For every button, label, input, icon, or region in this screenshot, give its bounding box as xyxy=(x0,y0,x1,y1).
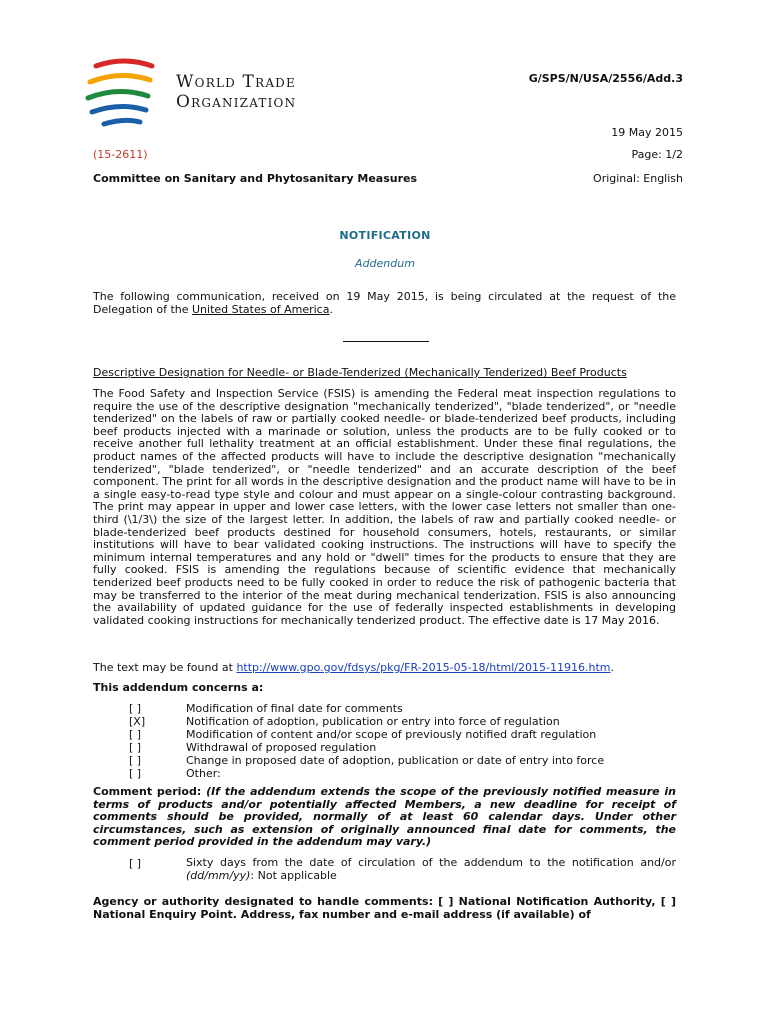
comment-period-label: Comment period: xyxy=(93,785,207,798)
country-name: United States of America xyxy=(192,302,330,316)
checklist-label-2: Notification of adoption, publication or entry into force of regulation xyxy=(186,715,560,728)
sixty-days-label: Sixty days from the date of circulation of the addendum to the notification and/or xyxy=(186,856,676,869)
found-at-suffix: . xyxy=(610,661,614,674)
found-at-prefix: The text may be found at xyxy=(93,661,237,674)
sixty-days-text xyxy=(186,857,676,882)
sixty-days-checkbox[interactable]: [ ] xyxy=(129,857,142,870)
checkbox-3[interactable]: [ ] xyxy=(129,728,142,741)
comment-period-paragraph xyxy=(93,786,676,849)
notification-title: NOTIFICATION xyxy=(339,229,431,242)
checkbox-1[interactable]: [ ] xyxy=(129,702,142,715)
checkbox-2[interactable]: [X] xyxy=(129,715,146,728)
regulation-link[interactable]: http://www.gpo.gov/fdsys/pkg/FR-2015-05-18/html/2015-11916.htm xyxy=(236,661,611,674)
original-language: Original: English xyxy=(593,172,683,185)
checkbox-5[interactable]: [ ] xyxy=(129,754,142,767)
committee-name: Committee on Sanitary and Phytosanitary Measures xyxy=(93,172,418,185)
agency-paragraph: Agency or authority designated to handle comments: [ ] National Notification Authority, [ ] National Enquiry Point. Address, fax number and e-mail address (if available) of xyxy=(93,895,676,921)
concerns-heading: This addendum concerns a: xyxy=(93,681,264,694)
checklist-label-5: Change in proposed date of adoption, publication or date of entry into force xyxy=(186,754,605,767)
org-name-line2: Organization xyxy=(176,92,297,112)
org-name-line1: World Trade xyxy=(176,72,296,92)
date-format: (dd/mm/yy) xyxy=(186,868,251,882)
body-paragraph: The Food Safety and Inspection Service (FSIS) is amending the Federal meat inspection regulations to require the use of the descriptive designation "mechanically tenderized", "blade tenderized", or "needle tenderized" on the labels of raw or partially cooked needle- or blade-tenderized beef products, including beef products injected with a marinade or solution, unless the products are to be fully cooked or to receive another full lethality treatment at an official establishment. Under these final regulations, the product names of the affected products will have to include the descriptive designation "mechanically tenderized", "blade tenderized", or "needle tenderized" and an accurate description of the beef component. The print for all words in the descriptive designation and the product name will have to be in a single easy-to-read type style and colour and must appear on a single-colour contrasting background. The print may appear in upper and lower case letters, with the lower case letters not smaller than one-third (\1/3\) the size of the largest letter. In addition, the labels of raw and partially cooked needle- or blade-tenderized beef products destined for household consumers, hotels, restaurants, or similar institutions will have to bear validated cooking instructions. The instructions will have to specify the minimum internal temperatures and any hold or "dwell" times for the products to ensure that they are fully cooked. FSIS is amending the regulations because of scientific evidence that mechanically tenderized beef products need to be fully cooked in order to reduce the risk of pathogenic bacteria that may be transferred to the interior of the meat during mechanical tenderization. FSIS is also announcing the availability of updated guidance for the use of federally inspected establishments in developing validated cooking instructions for mechanically tenderized product. The effective date is 17 May 2016. xyxy=(93,387,676,627)
intro-text: The following communication, received on 19 May 2015, is being circulated at the request of the Delegation of the xyxy=(93,290,676,316)
checklist-label-4: Withdrawal of proposed regulation xyxy=(186,741,377,754)
section-heading: Descriptive Designation for Needle- or Blade-Tenderized (Mechanically Tenderized) Beef Products xyxy=(93,366,627,379)
checkbox-4[interactable]: [ ] xyxy=(129,741,142,754)
checklist-label-6: Other: xyxy=(186,767,221,780)
checklist-label-3: Modification of content and/or scope of previously notified draft regulation xyxy=(186,728,597,741)
document-code: (15-2611) xyxy=(93,148,148,161)
found-at-paragraph xyxy=(93,662,676,675)
not-applicable: : Not applicable xyxy=(250,868,337,882)
intro-end: . xyxy=(329,302,333,316)
document-symbol: G/SPS/N/USA/2556/Add.3 xyxy=(528,72,683,85)
document-date: 19 May 2015 xyxy=(611,126,683,139)
page-number: Page: 1/2 xyxy=(631,148,683,161)
checklist-label-1: Modification of final date for comments xyxy=(186,702,403,715)
checkbox-6[interactable]: [ ] xyxy=(129,767,142,780)
addendum-subtitle: Addendum xyxy=(355,257,415,270)
separator-line xyxy=(343,341,429,342)
intro-paragraph xyxy=(93,291,676,316)
comment-period-text: (If the addendum extends the scope of the previously notified measure in terms of products and/or potentially affected Members, a new deadline for receipt of comments should be provided, normally of at least 60 calendar days. Under other circumstances, such as extension of originally announced final date for comments, the comment period provided in the addendum may vary.) xyxy=(93,785,677,849)
